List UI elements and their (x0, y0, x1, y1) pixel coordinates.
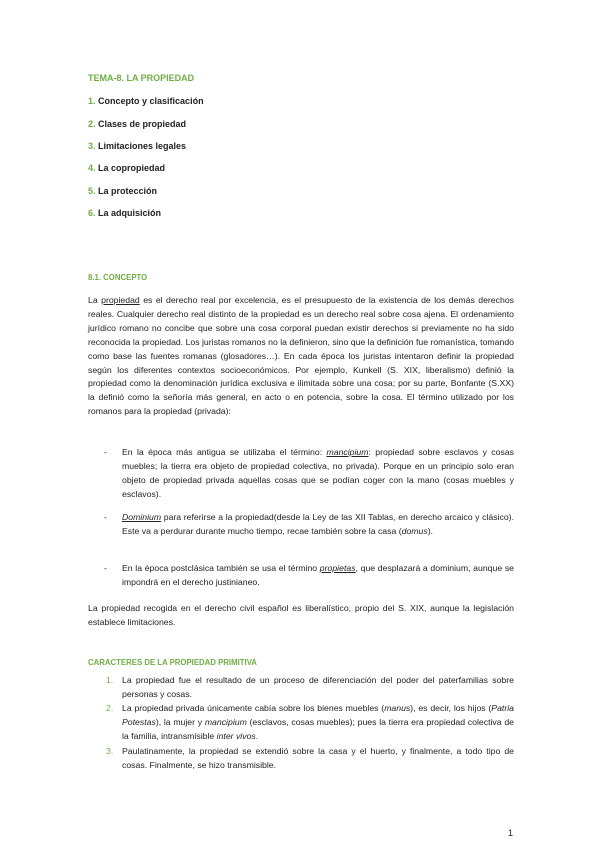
item-text (122, 702, 514, 744)
numbered-item (88, 702, 514, 744)
bullet-text (122, 446, 514, 502)
bullet-item (88, 511, 514, 539)
item-number: 3. (106, 746, 114, 756)
toc-label: La adquisición (98, 208, 162, 218)
term-propiedad: propiedad (101, 295, 140, 305)
bullet-item (88, 562, 514, 590)
numbered-item (88, 745, 514, 773)
term-dominium: Dominium (122, 512, 162, 522)
section-heading-caracteres: CARACTERES DE LA PROPIEDAD PRIMITIVA (88, 658, 257, 667)
text-run: , que desplazará a dominium, aunque se impondrá en el derecho justinianeo. (122, 563, 514, 587)
term-manus: manus (384, 703, 411, 713)
toc-number: 2. (88, 119, 96, 129)
bullet-dash: - (104, 512, 107, 522)
text-run: ), la mujer y (155, 716, 205, 727)
text-run: para referirse a la propiedad(desde la Ley de las XII Tablas, en derecho arcaico y clásico). Este va a perdurar durante mucho tiempo, recae también sobre la casa ( (122, 512, 514, 536)
item-number: 1. (106, 675, 114, 685)
text-run: . (255, 730, 259, 741)
section-heading-concepto: 8.1. CONCEPTO (88, 273, 148, 282)
toc-label: Concepto y clasificación (98, 96, 204, 106)
page-number: 1 (508, 828, 514, 838)
toc-item (88, 163, 165, 173)
document-title: TEMA-8. LA PROPIEDAD (88, 73, 195, 83)
term-mancipium: mancipium (326, 447, 369, 457)
paragraph-concepto (88, 294, 514, 419)
toc-number: 4. (88, 163, 96, 173)
text-run: La propiedad privada únicamente cabía sobre los bienes muebles ( (122, 703, 385, 713)
text-run: (esclavos, cosas muebles); pues la tierra era propiedad colectiva de la familia, intransmisible (122, 716, 514, 741)
bullet-dash: - (104, 447, 107, 457)
toc-number: 6. (88, 208, 96, 218)
toc-item (88, 141, 186, 151)
term-inter-vivos: inter vivos (216, 730, 256, 741)
toc-number: 1. (88, 96, 96, 106)
term-propietas: propietas (319, 563, 356, 573)
toc-label: La protección (98, 186, 158, 196)
toc-number: 5. (88, 186, 96, 196)
toc-label: La copropiedad (98, 163, 166, 173)
text-run: En la época postclásica también se usa el término (122, 563, 320, 573)
item-text: La propiedad fue el resultado de un proceso de diferenciación del poder del paterfamilias sobre personas y cosas. (122, 675, 514, 699)
text-run: En la época más antigua se utilizaba el término: (122, 447, 327, 457)
bullet-dash: - (104, 563, 107, 573)
term-mancipium: mancipium (204, 716, 247, 727)
text-run: La (88, 295, 102, 305)
item-text: Paulatinamente, la propiedad se extendió sobre la casa y el huerto, y finalmente, a todo tipo de cosas. Finalmente, se hizo transmisible. (122, 746, 514, 770)
text-run: : propiedad sobre esclavos y cosas muebles; la tierra era objeto de propiedad colectiva, no privada). Porque en un principio solo eran objeto de propiedad privada aquellas cosas que se podían coger con la mano (cosas muebles y esclavos). (122, 447, 514, 499)
text-run: ). (427, 525, 433, 536)
term-patria-potestas: Patria Potestas (122, 703, 514, 727)
bullet-text (122, 562, 514, 590)
toc-label: Limitaciones legales (98, 141, 187, 151)
text-run: es el derecho real por excelencia, es el presupuesto de la existencia de los demás derechos reales. Cualquier derecho real distinto de la propiedad es un derecho real sobre cosa ajena. El ordenamiento jurídico romano no concibe que sobre una cosa corporal puedan existir derechos si previamente no ha sido reconocida la propiedad. Los juristas romanos no la definieron, sino que la definición fue romanística, tomando como base las fuentes romanas (glosadores…). En cada época los juristas intentaron definir la propiedad según los diferentes contextos socioeconómicos. Por ejemplo, Kunkell (S. XIX, liberalismo) definió la propiedad como la denominación jurídica exclusiva e ilimitada sobre una cosa; por su parte, Bonfante (S.XX) la definió como la señoría más general, en acto o en potencia, sobre la cosa. El término utilizado por los romanos para la propiedad (privada): (88, 295, 514, 417)
text-run: ), es decir, los hijos ( (410, 703, 492, 713)
toc-item (88, 186, 157, 196)
toc-item (88, 119, 186, 129)
numbered-item (88, 674, 514, 702)
toc-label: Clases de propiedad (98, 119, 187, 129)
bullet-text (122, 511, 514, 539)
toc-number: 3. (88, 141, 96, 151)
paragraph-derecho-civil: La propiedad recogida en el derecho civil español es liberalístico, propio del S. XIX, aunque la legislación establece limitaciones. (88, 603, 514, 627)
bullet-item (88, 446, 514, 502)
term-domus: domus (401, 525, 428, 536)
toc-item (88, 96, 204, 106)
toc-item (88, 208, 161, 218)
item-number: 2. (106, 703, 114, 713)
